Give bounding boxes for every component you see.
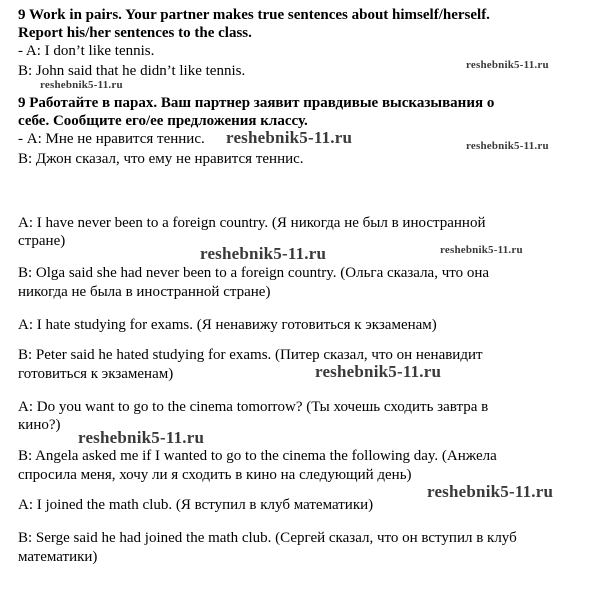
sentence-3-a-line-2: кино?) <box>18 417 61 433</box>
watermark: reshebnik5-11.ru <box>78 428 205 447</box>
sentence-3-b-line-2: спросила меня, хочу ли я сходить в кино на следующий день) <box>18 467 412 483</box>
watermark: reshebnik5-11.ru <box>440 244 523 256</box>
sentence-2-b-line-2: готовиться к экзаменам) <box>18 366 174 382</box>
translation-example-a: - А: Мне не нравится теннис. <box>18 131 205 147</box>
watermark: reshebnik5-11.ru <box>466 59 549 71</box>
watermark: reshebnik5-11.ru <box>40 79 123 91</box>
sentence-1-b-line-1: B: Olga said she had never been to a foreign country. (Ольга сказала, что она <box>18 265 490 281</box>
sentence-4-b-line-1: B: Serge said he had joined the math club. (Сергей сказал, что он вступил в клуб <box>18 530 517 546</box>
translation-title-line-1: 9 Работайте в парах. Ваш партнер заявит правдивые высказывания о <box>18 95 495 111</box>
watermark: reshebnik5-11.ru <box>315 362 442 381</box>
example-b: B: John said that he didn’t like tennis. <box>18 63 246 79</box>
task-title-line-2: Report his/her sentences to the class. <box>18 25 252 41</box>
sentence-2-a: A: I hate studying for exams. (Я ненавижу готовиться к экзаменам) <box>18 317 437 333</box>
sentence-4-a: A: I joined the math club. (Я вступил в клуб математики) <box>18 497 374 513</box>
watermark: reshebnik5-11.ru <box>427 482 554 501</box>
sentence-1-b-line-2: никогда не была в иностранной стране) <box>18 284 271 300</box>
translation-title-line-2: себе. Сообщите его/ее предложения классу. <box>18 113 308 129</box>
sentence-1-a-line-1: A: I have never been to a foreign country. (Я никогда не был в иностранной <box>18 215 486 231</box>
watermark: reshebnik5-11.ru <box>226 128 353 147</box>
sentence-3-a-line-1: A: Do you want to go to the cinema tomorrow? (Ты хочешь сходить завтра в <box>18 399 489 415</box>
watermark: reshebnik5-11.ru <box>200 244 327 263</box>
translation-example-b: В: Джон сказал, что ему не нравится теннис. <box>18 151 304 167</box>
watermark: reshebnik5-11.ru <box>466 140 549 152</box>
sentence-1-a-line-2: стране) <box>18 233 66 249</box>
example-a: - A: I don’t like tennis. <box>18 43 155 59</box>
sentence-3-b-line-1: B: Angela asked me if I wanted to go to the cinema the following day. (Анжела <box>18 448 497 464</box>
sentence-4-b-line-2: математики) <box>18 549 98 565</box>
task-title-line-1: 9 Work in pairs. Your partner makes true sentences about himself/herself. <box>18 7 490 23</box>
sentence-2-b-line-1: B: Peter said he hated studying for exams. (Питер сказал, что он ненавидит <box>18 347 483 363</box>
